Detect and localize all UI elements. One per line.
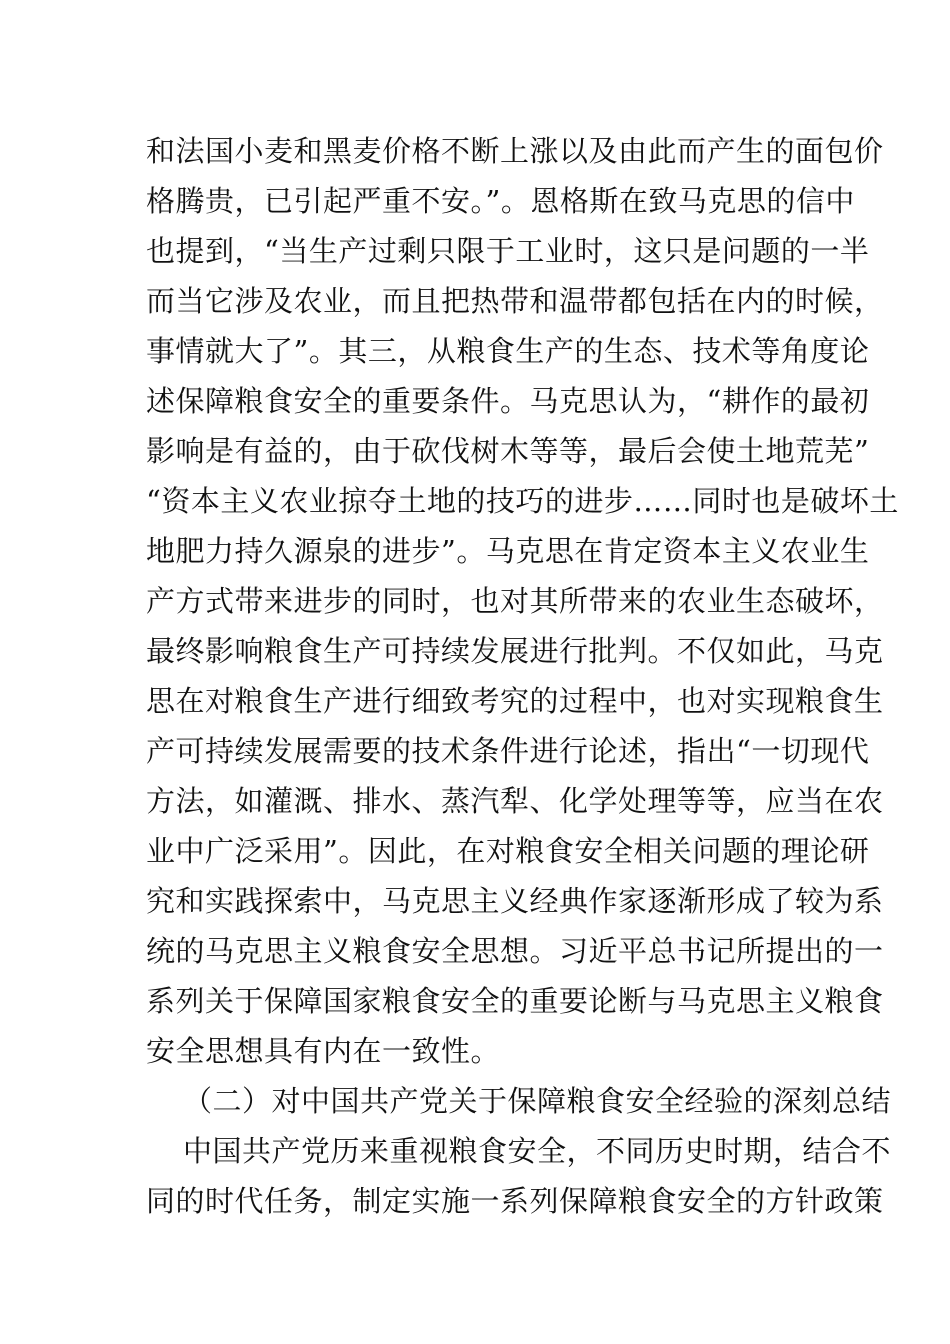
- text-line: 思在对粮食生产进行细致考究的过程中，也对实现粮食生: [146, 684, 884, 718]
- text-line: 业中广泛采用”。因此，在对粮食安全相关问题的理论研: [146, 834, 870, 868]
- text-line: 中国共产党历来重视粮食安全，不同历史时期，结合不: [183, 1134, 892, 1168]
- text-line: 产可持续发展需要的技术条件进行论述，指出“一切现代: [146, 734, 870, 768]
- text-line: 和法国小麦和黑麦价格不断上涨以及由此而产生的面包价: [146, 134, 884, 168]
- text-line: 述保障粮食安全的重要条件。马克思认为，“耕作的最初: [146, 384, 870, 418]
- text-line: “资本主义农业掠夺土地的技巧的进步……同时也是破坏土: [146, 484, 899, 518]
- text-line: 格腾贵，已引起严重不安。”。恩格斯在致马克思的信中: [146, 184, 855, 218]
- text-line: 而当它涉及农业，而且把热带和温带都包括在内的时候，: [146, 284, 884, 318]
- text-line: 事情就大了”。其三，从粮食生产的生态、技术等角度论: [146, 334, 870, 368]
- text-line: 同的时代任务，制定实施一系列保障粮食安全的方针政策: [146, 1184, 884, 1218]
- text-line: 安全思想具有内在一致性。: [146, 1034, 501, 1068]
- text-line: 系列关于保障国家粮食安全的重要论断与马克思主义粮食: [146, 984, 884, 1018]
- text-line: 产方式带来进步的同时，也对其所带来的农业生态破坏，: [146, 584, 884, 618]
- text-line: 最终影响粮食生产可持续发展进行批判。不仅如此，马克: [146, 634, 884, 668]
- text-line: 地肥力持久源泉的进步”。马克思在肯定资本主义农业生: [146, 534, 870, 568]
- text-line: 究和实践探索中，马克思主义经典作家逐渐形成了较为系: [146, 884, 884, 918]
- section-heading: （二）对中国共产党关于保障粮食安全经验的深刻总结: [183, 1084, 892, 1118]
- text-line: 统的马克思主义粮食安全思想。习近平总书记所提出的一: [146, 934, 884, 968]
- text-line: 也提到，“当生产过剩只限于工业时，这只是问题的一半: [146, 234, 870, 268]
- text-line: 方法，如灌溉、排水、蒸汽犁、化学处理等等，应当在农: [146, 784, 884, 818]
- text-line: 影响是有益的，由于砍伐树木等等，最后会使土地荒芜”: [146, 434, 870, 468]
